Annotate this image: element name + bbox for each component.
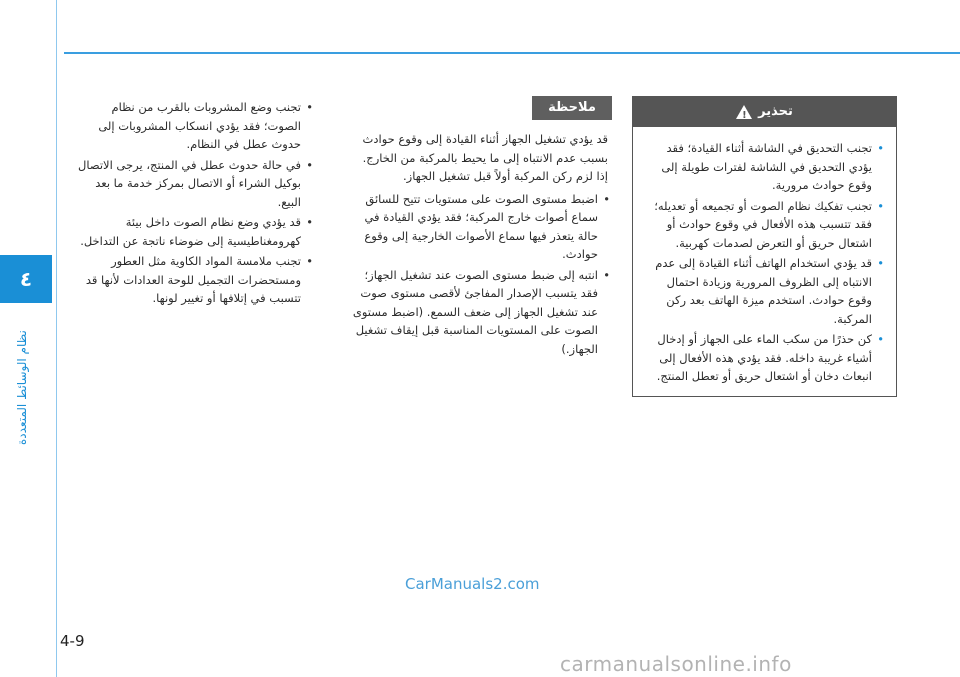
watermark-link: CarManuals2.com xyxy=(405,575,540,593)
list-item: • تجنب تفكيك نظام الصوت أو تجميعه أو تعديله؛ فقد تتسبب هذه الأفعال في وقوع حوادث أو اشتعال حريق أو التعرض لصدمات كهربية. xyxy=(641,197,886,253)
note-paragraph: قد يؤدي تشغيل الجهاز أثناء القيادة إلى وقوع حوادث بسبب عدم الانتباه إلى ما يحيط بالمركبة من الخارج. إذا لزم ركن المركبة أولاً قبل تشغيل الجهاز. xyxy=(362,132,608,183)
warning-box xyxy=(632,96,897,397)
top-rule xyxy=(64,52,960,54)
note-label: ملاحظة xyxy=(548,99,596,115)
watermark-footer: carmanualsonline.info xyxy=(560,652,792,676)
note-column xyxy=(352,96,612,360)
list-item: • تجنب ملامسة المواد الكاوية مثل العطور ومستحضرات التجميل للوحة العدادات لأنها قد تتسبب في إتلافها أو تغيير لونها. xyxy=(72,252,315,308)
left-column xyxy=(72,98,315,310)
warning-body xyxy=(633,127,896,396)
list-item: • انتبه إلى ضبط مستوى الصوت عند تشغيل الجهاز؛ فقد يتسبب الإصدار المفاجئ لأقصى مستوى صوت عند تشغيل الجهاز إلى ضعف السمع. (اضبط مستوى الصوت على المستويات المناسبة قبل إيقاف تشغيل الجهاز.) xyxy=(352,266,612,359)
note-body xyxy=(352,130,612,358)
list-item: • تجنب وضع المشروبات بالقرب من نظام الصوت؛ فقد يؤدي انسكاب المشروبات إلى حدوث عطل في النظام. xyxy=(72,98,315,154)
note-bullet-list xyxy=(352,190,612,359)
warning-triangle-icon xyxy=(736,105,752,119)
warning-bullet-list xyxy=(641,139,886,386)
list-item: • تجنب التحديق في الشاشة أثناء القيادة؛ فقد يؤدي التحديق في الشاشة لفترات طويلة إلى وقوع حوادث مرورية. xyxy=(641,139,886,195)
list-item: • قد يؤدي وضع نظام الصوت داخل بيئة كهرومغناطيسية إلى ضوضاء ناتجة عن التداخل. xyxy=(72,213,315,250)
side-rule xyxy=(56,0,57,677)
list-item: • في حالة حدوث عطل في المنتج، يرجى الاتصال بوكيل الشراء أو الاتصال بمركز خدمة ما بعد البيع. xyxy=(72,156,315,212)
note-header xyxy=(532,96,612,120)
chapter-tab xyxy=(0,255,52,303)
chapter-title: نظام الوسائط المتعددة xyxy=(15,330,29,445)
page-number: 4-9 xyxy=(60,632,85,650)
list-item: • قد يؤدي استخدام الهاتف أثناء القيادة إلى عدم الانتباه إلى الظروف المرورية وزيادة احتمال وقوع حوادث. استخدم ميزة الهاتف بعد ركن المركبة. xyxy=(641,254,886,328)
list-item: • اضبط مستوى الصوت على مستويات تتيح للسائق سماع أصوات خارج المركبة؛ فقد يؤدي القيادة في حالة يتعذر فيها سماع الأصوات الخارجية إلى وقوع حوادث. xyxy=(352,190,612,264)
warning-label: تحذير xyxy=(758,103,793,119)
warning-header xyxy=(633,97,896,127)
list-item: • كن حذرًا من سكب الماء على الجهاز أو إدخال أشياء غريبة داخله. فقد يؤدي هذه الأفعال إلى انبعاث دخان أو اشتعال حريق أو تعطل المنتج. xyxy=(641,330,886,386)
chapter-number: ٤ xyxy=(19,267,33,291)
left-bullet-list xyxy=(72,98,315,308)
